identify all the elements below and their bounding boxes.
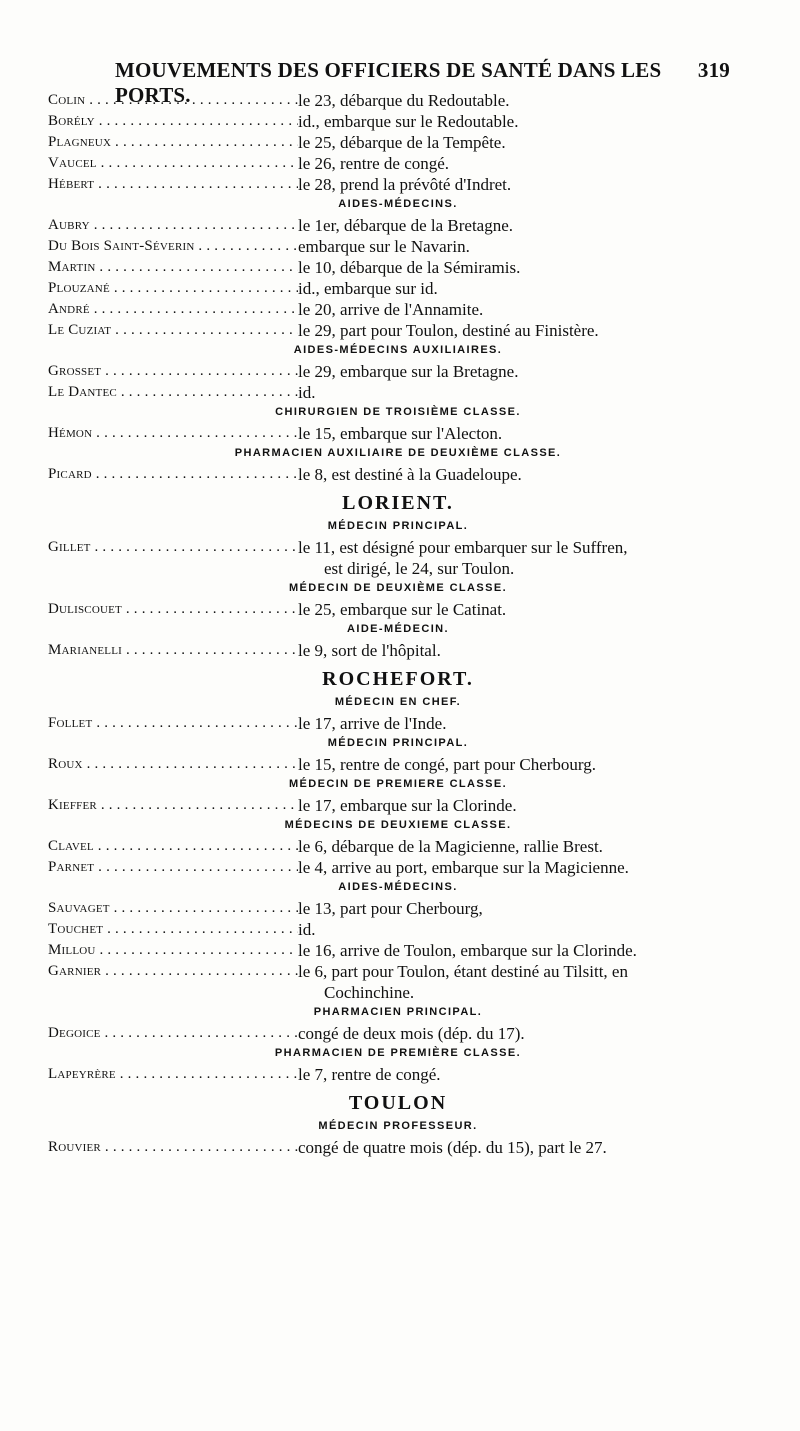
officer-name: Hémon . . . xyxy=(48,423,298,444)
rank-heading: MÉDECIN DE DEUXIÈME CLASSE. xyxy=(288,582,508,594)
officer-name: Sauvaget . . . xyxy=(48,898,298,919)
officer-name: Plouzané . . . xyxy=(48,278,298,299)
rank-heading: AIDES-MÉDECINS. xyxy=(338,881,458,893)
officer-name: Martin . . . xyxy=(48,257,298,278)
officer-name: Clavel . . . xyxy=(48,836,298,857)
entry-text: le 15, rentre de congé, part pour Cherbourg. xyxy=(298,755,597,774)
rank-heading: AIDE-MÉDECIN. xyxy=(347,623,449,635)
entry-grosset xyxy=(48,361,748,382)
officer-name: Lapeyrère . . . xyxy=(48,1064,298,1085)
entry-borely xyxy=(48,111,748,132)
entry-text: le 16, arrive de Toulon, embarque sur la Clorinde. xyxy=(298,941,637,960)
entry-text: le 29, embarque sur la Bretagne. xyxy=(298,362,519,381)
entry-text: le 8, est destiné à la Guadeloupe. xyxy=(298,465,522,484)
entry-roux xyxy=(48,754,748,775)
entry-text: le 7, rentre de congé. xyxy=(298,1065,441,1084)
entry-rouvier xyxy=(48,1137,748,1158)
entry-degoice xyxy=(48,1023,748,1044)
entry-text: congé de deux mois (dép. du 17). xyxy=(298,1024,525,1043)
entry-duliscouet xyxy=(48,599,748,620)
officer-name: Grosset . . . xyxy=(48,361,298,382)
officer-name: Plagneux . . . xyxy=(48,132,298,153)
entry-text: le 20, arrive de l'Annamite. xyxy=(298,300,484,319)
entry-garnier xyxy=(48,961,748,982)
entry-text: le 13, part pour Cherbourg, xyxy=(298,899,483,918)
rank-heading: MÉDECINS DE DEUXIEME CLASSE. xyxy=(284,819,512,831)
entry-text: le 9, sort de l'hôpital. xyxy=(298,641,441,660)
officer-name: Vaucel . . . xyxy=(48,153,298,174)
rank-heading: PHARMACIEN PRINCIPAL. xyxy=(313,1006,483,1018)
entry-text: le 15, embarque sur l'Alecton. xyxy=(298,424,503,443)
officer-name: Marianelli . . . xyxy=(48,640,298,661)
entry-text: le 23, débarque du Redoutable. xyxy=(298,91,510,110)
officer-name: André . . . xyxy=(48,299,298,320)
entry-marianelli xyxy=(48,640,748,661)
entry-text: embarque sur le Navarin. xyxy=(298,237,470,256)
entry-millou xyxy=(48,940,748,961)
officer-name: Borély . . . xyxy=(48,111,298,132)
entry-gillet xyxy=(48,537,748,558)
rank-heading: MÉDECIN DE PREMIERE CLASSE. xyxy=(288,778,508,790)
entry-aubry xyxy=(48,215,748,236)
entry-text: le 25, débarque de la Tempête. xyxy=(298,133,506,152)
officer-name: Kieffer . . . xyxy=(48,795,298,816)
entry-sauvaget xyxy=(48,898,748,919)
entry-text: le 4, arrive au port, embarque sur la Magicienne. xyxy=(298,858,629,877)
entry-text: le 28, prend la prévôté d'Indret. xyxy=(298,175,512,194)
entry-hebert xyxy=(48,174,748,195)
rank-heading: CHIRURGIEN DE TROISIÈME CLASSE. xyxy=(275,406,521,418)
header-title: MOUVEMENTS DES OFFICIERS DE SANTÉ DANS LES PORTS. xyxy=(115,58,662,107)
officer-name: Aubry . . . xyxy=(48,215,298,236)
officer-name: Garnier . . . xyxy=(48,961,298,982)
entry-plouzane xyxy=(48,278,748,299)
entry-andre xyxy=(48,299,748,320)
entry-follet xyxy=(48,713,748,734)
entry-text: id., embarque sur id. xyxy=(298,279,438,298)
rank-heading: MÉDECIN EN CHEF. xyxy=(334,696,462,708)
entry-colin xyxy=(48,90,748,111)
entry-dubois xyxy=(48,236,748,257)
officer-name: Le Cuziat . . . xyxy=(48,320,298,341)
officer-name: Degoice . . . xyxy=(48,1023,298,1044)
entry-parnet xyxy=(48,857,748,878)
rank-heading: AIDES-MÉDECINS AUXILIAIRES. xyxy=(293,344,503,356)
entry-plagneux xyxy=(48,132,748,153)
entry-continuation: est dirigé, le 24, sur Toulon. xyxy=(324,559,515,578)
entry-text: le 10, débarque de la Sémiramis. xyxy=(298,258,521,277)
officer-name: Du Bois Saint-Séverin . . . xyxy=(48,236,298,257)
entry-lecuziat xyxy=(48,320,748,341)
page-number: 319 xyxy=(697,58,730,82)
rank-heading: MÉDECIN PRINCIPAL. xyxy=(327,520,469,532)
officer-name: Millou . . . xyxy=(48,940,298,961)
officer-name: Gillet . . . xyxy=(48,537,298,558)
entry-text: le 25, embarque sur le Catinat. xyxy=(298,600,507,619)
entry-text: le 17, arrive de l'Inde. xyxy=(298,714,447,733)
entry-text: le 1er, débarque de la Bretagne. xyxy=(298,216,514,235)
officer-name: Duliscouet . . . xyxy=(48,599,298,620)
entry-ledantec xyxy=(48,382,748,403)
port-heading-lorient: LORIENT. xyxy=(342,492,454,514)
entry-text: id. xyxy=(298,920,316,939)
entry-hemon xyxy=(48,423,748,444)
entry-continuation: Cochinchine. xyxy=(324,983,415,1002)
entry-lapeyrere xyxy=(48,1064,748,1085)
entry-text: le 17, embarque sur la Clorinde. xyxy=(298,796,517,815)
entry-text: le 26, rentre de congé. xyxy=(298,154,450,173)
officer-name: Touchet . . . xyxy=(48,919,298,940)
officer-name: Le Dantec . . . xyxy=(48,382,298,403)
entry-text: le 29, part pour Toulon, destiné au Finistère. xyxy=(298,321,599,340)
port-heading-rochefort: ROCHEFORT. xyxy=(322,668,474,690)
rank-heading: MÉDECIN PROFESSEUR. xyxy=(318,1120,478,1132)
entry-text: le 6, débarque de la Magicienne, rallie Brest. xyxy=(298,837,603,856)
rank-heading: PHARMACIEN DE PREMIÈRE CLASSE. xyxy=(274,1047,522,1059)
officer-name: Roux . . . xyxy=(48,754,298,775)
officer-name: Hébert . . . xyxy=(48,174,298,195)
officer-name: Follet . . . xyxy=(48,713,298,734)
entry-text: id. xyxy=(298,383,316,402)
entry-text: le 6, part pour Toulon, étant destiné au Tilsitt, en xyxy=(298,962,628,981)
officer-name: Parnet . . . xyxy=(48,857,298,878)
rank-heading: PHARMACIEN AUXILIAIRE DE DEUXIÈME CLASSE. xyxy=(234,447,562,459)
officer-name: Rouvier . . . xyxy=(48,1137,298,1158)
officer-name: Picard . . . xyxy=(48,464,298,485)
entry-vaucel xyxy=(48,153,748,174)
entry-text: id., embarque sur le Redoutable. xyxy=(298,112,519,131)
entry-picard xyxy=(48,464,748,485)
port-heading-toulon: TOULON xyxy=(348,1092,448,1114)
entry-text: le 11, est désigné pour embarquer sur le Suffren, xyxy=(298,538,628,557)
entry-kieffer xyxy=(48,795,748,816)
entry-martin xyxy=(48,257,748,278)
officer-name: Colin . . . xyxy=(48,90,298,111)
entry-touchet xyxy=(48,919,748,940)
rank-heading: MÉDECIN PRINCIPAL. xyxy=(327,737,469,749)
rank-heading: AIDES-MÉDECINS. xyxy=(338,198,458,210)
page-body xyxy=(48,90,748,1158)
entry-text: congé de quatre mois (dép. du 15), part le 27. xyxy=(298,1138,607,1157)
entry-clavel xyxy=(48,836,748,857)
